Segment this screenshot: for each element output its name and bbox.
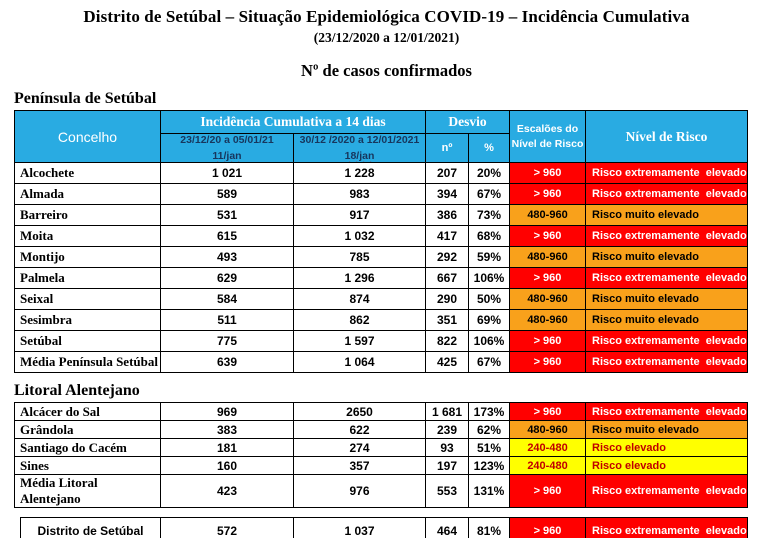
peninsula-table xyxy=(14,110,748,373)
header-row-1 xyxy=(15,111,748,134)
table-row xyxy=(15,268,748,289)
risk-level-cell: Risco muito elevado xyxy=(586,205,748,226)
period1-cell: 383 xyxy=(161,421,294,439)
table-row xyxy=(15,289,748,310)
risk-scale-cell: 240-480 xyxy=(510,457,586,475)
desvio-n-cell: 553 xyxy=(426,475,469,508)
period1-cell: 423 xyxy=(161,475,294,508)
period2-cell: 862 xyxy=(294,310,426,331)
period2-cell: 622 xyxy=(294,421,426,439)
desvio-n-cell: 197 xyxy=(426,457,469,475)
desvio-pct-cell: 51% xyxy=(469,439,510,457)
header-period-1 xyxy=(161,134,294,163)
risk-scale-cell: 480-960 xyxy=(510,205,586,226)
desvio-pct-cell: 173% xyxy=(469,403,510,421)
header-period-2 xyxy=(294,134,426,163)
risk-scale-cell: 480-960 xyxy=(510,289,586,310)
concelho-cell: Média Península Setúbal xyxy=(15,352,161,373)
risk-level-cell: Risco extremamente elevado xyxy=(586,352,748,373)
risk-scale-cell: > 960 xyxy=(510,352,586,373)
period-2-date: 18/jan xyxy=(344,150,375,162)
concelho-cell: Santiago do Cacém xyxy=(15,439,161,457)
period1-cell: 775 xyxy=(161,331,294,352)
risk-level-cell: Risco elevado xyxy=(586,457,748,475)
desvio-n-cell: 822 xyxy=(426,331,469,352)
desvio-n-cell: 239 xyxy=(426,421,469,439)
risk-scale-cell: > 960 xyxy=(510,403,586,421)
desvio-pct-cell: 123% xyxy=(469,457,510,475)
litoral-table xyxy=(14,402,748,508)
table-row xyxy=(15,226,748,247)
desvio-pct-cell: 68% xyxy=(469,226,510,247)
header-nivel: Nível de Risco xyxy=(586,111,748,163)
desvio-n-cell: 351 xyxy=(426,310,469,331)
risk-level-cell: Risco extremamente elevado xyxy=(586,268,748,289)
table-row xyxy=(15,403,748,421)
concelho-cell: Seixal xyxy=(15,289,161,310)
risk-level-cell: Risco extremamente elevado xyxy=(586,403,748,421)
period-2-range: 30/12 /2020 a 12/01/2021 xyxy=(299,134,420,146)
period-1-date: 11/jan xyxy=(212,150,242,162)
period2-cell: 1 064 xyxy=(294,352,426,373)
risk-level-cell: Risco muito elevado xyxy=(586,310,748,331)
table-row xyxy=(15,475,748,508)
concelho-cell: Montijo xyxy=(15,247,161,268)
desvio-n-cell: 417 xyxy=(426,226,469,247)
risk-scale-cell: > 960 xyxy=(510,163,586,184)
period2-cell: 874 xyxy=(294,289,426,310)
table-row xyxy=(15,310,748,331)
page-subtitle: (23/12/2020 a 12/01/2021) xyxy=(313,30,460,45)
concelho-cell: Alcochete xyxy=(15,163,161,184)
desvio-n-cell: 464 xyxy=(426,518,469,538)
desvio-pct-cell: 62% xyxy=(469,421,510,439)
period2-cell: 1 228 xyxy=(294,163,426,184)
period2-cell: 1 296 xyxy=(294,268,426,289)
risk-level-cell: Risco extremamente elevado xyxy=(586,184,748,205)
risk-level-cell: Risco extremamente elevado xyxy=(586,518,748,538)
desvio-pct-cell: 50% xyxy=(469,289,510,310)
risk-scale-cell: 480-960 xyxy=(510,310,586,331)
period1-cell: 969 xyxy=(161,403,294,421)
desvio-pct-cell: 131% xyxy=(469,475,510,508)
header-incidencia: Incidência Cumulativa a 14 dias xyxy=(161,111,426,134)
period1-cell: 584 xyxy=(161,289,294,310)
desvio-n-cell: 386 xyxy=(426,205,469,226)
period2-cell: 274 xyxy=(294,439,426,457)
risk-scale-cell: > 960 xyxy=(510,268,586,289)
desvio-n-cell: 394 xyxy=(426,184,469,205)
period1-cell: 589 xyxy=(161,184,294,205)
period1-cell: 629 xyxy=(161,268,294,289)
header-concelho: Concelho xyxy=(15,111,161,163)
desvio-pct-cell: 106% xyxy=(469,268,510,289)
table-row xyxy=(15,184,748,205)
desvio-pct-cell: 106% xyxy=(469,331,510,352)
risk-scale-cell: > 960 xyxy=(510,475,586,508)
table-row xyxy=(15,457,748,475)
period2-cell: 1 037 xyxy=(294,518,426,538)
period2-cell: 1 597 xyxy=(294,331,426,352)
desvio-n-cell: 93 xyxy=(426,439,469,457)
desvio-pct-cell: 73% xyxy=(469,205,510,226)
desvio-n-cell: 207 xyxy=(426,163,469,184)
concelho-cell: Palmela xyxy=(15,268,161,289)
concelho-cell: Barreiro xyxy=(15,205,161,226)
period2-cell: 917 xyxy=(294,205,426,226)
section-heading-litoral: Litoral Alentejano xyxy=(14,382,140,399)
risk-scale-cell: 480-960 xyxy=(510,247,586,268)
header-desvio-n: nº xyxy=(426,134,469,163)
table-row xyxy=(15,247,748,268)
period2-cell: 983 xyxy=(294,184,426,205)
period1-cell: 639 xyxy=(161,352,294,373)
concelho-cell: Distrito de Setúbal xyxy=(21,518,161,538)
table-row xyxy=(15,439,748,457)
period1-cell: 615 xyxy=(161,226,294,247)
header-desvio-pct: % xyxy=(469,134,510,163)
risk-scale-cell: > 960 xyxy=(510,518,586,538)
period2-cell: 976 xyxy=(294,475,426,508)
period2-cell: 357 xyxy=(294,457,426,475)
table-row xyxy=(15,421,748,439)
desvio-pct-cell: 59% xyxy=(469,247,510,268)
period2-cell: 2650 xyxy=(294,403,426,421)
risk-level-cell: Risco extremamente elevado xyxy=(586,163,748,184)
desvio-pct-cell: 20% xyxy=(469,163,510,184)
page-title: Distrito de Setúbal – Situação Epidemiológica COVID-19 – Incidência Cumulativa xyxy=(83,7,690,26)
risk-level-cell: Risco muito elevado xyxy=(586,289,748,310)
concelho-cell: Moita xyxy=(15,226,161,247)
concelho-cell: Alcácer do Sal xyxy=(15,403,161,421)
period2-cell: 1 032 xyxy=(294,226,426,247)
concelho-cell: Sesimbra xyxy=(15,310,161,331)
concelho-cell: Setúbal xyxy=(15,331,161,352)
section-heading-peninsula: Península de Setúbal xyxy=(14,90,157,107)
distrito-table xyxy=(20,517,748,538)
risk-scale-cell: > 960 xyxy=(510,184,586,205)
desvio-n-cell: 425 xyxy=(426,352,469,373)
table-row xyxy=(15,163,748,184)
concelho-cell: Almada xyxy=(15,184,161,205)
desvio-n-cell: 292 xyxy=(426,247,469,268)
risk-level-cell: Risco muito elevado xyxy=(586,247,748,268)
period1-cell: 511 xyxy=(161,310,294,331)
desvio-n-cell: 667 xyxy=(426,268,469,289)
table-row xyxy=(21,518,748,538)
confirmed-cases-title: Nº de casos confirmados xyxy=(301,61,472,80)
table-row xyxy=(15,205,748,226)
risk-level-cell: Risco extremamente elevado xyxy=(586,226,748,247)
table-row xyxy=(15,352,748,373)
desvio-pct-cell: 67% xyxy=(469,184,510,205)
concelho-cell: Grândola xyxy=(15,421,161,439)
desvio-n-cell: 290 xyxy=(426,289,469,310)
risk-scale-cell: 240-480 xyxy=(510,439,586,457)
risk-scale-cell: > 960 xyxy=(510,226,586,247)
risk-level-cell: Risco extremamente elevado xyxy=(586,475,748,508)
period2-cell: 785 xyxy=(294,247,426,268)
period-1-range: 23/12/20 a 05/01/21 xyxy=(180,134,274,146)
risk-level-cell: Risco muito elevado xyxy=(586,421,748,439)
period1-cell: 531 xyxy=(161,205,294,226)
risk-level-cell: Risco extremamente elevado xyxy=(586,331,748,352)
risk-scale-cell: > 960 xyxy=(510,331,586,352)
header-desvio: Desvio xyxy=(426,111,510,134)
desvio-pct-cell: 69% xyxy=(469,310,510,331)
header-escaloes: Escalões do Nível de Risco xyxy=(510,111,586,163)
desvio-pct-cell: 81% xyxy=(469,518,510,538)
period1-cell: 1 021 xyxy=(161,163,294,184)
concelho-cell: Sines xyxy=(15,457,161,475)
desvio-pct-cell: 67% xyxy=(469,352,510,373)
period1-cell: 181 xyxy=(161,439,294,457)
period1-cell: 493 xyxy=(161,247,294,268)
desvio-n-cell: 1 681 xyxy=(426,403,469,421)
concelho-cell: Média Litoral Alentejano xyxy=(15,475,161,508)
table-row xyxy=(15,331,748,352)
risk-level-cell: Risco elevado xyxy=(586,439,748,457)
period1-cell: 572 xyxy=(161,518,294,538)
risk-scale-cell: 480-960 xyxy=(510,421,586,439)
period1-cell: 160 xyxy=(161,457,294,475)
